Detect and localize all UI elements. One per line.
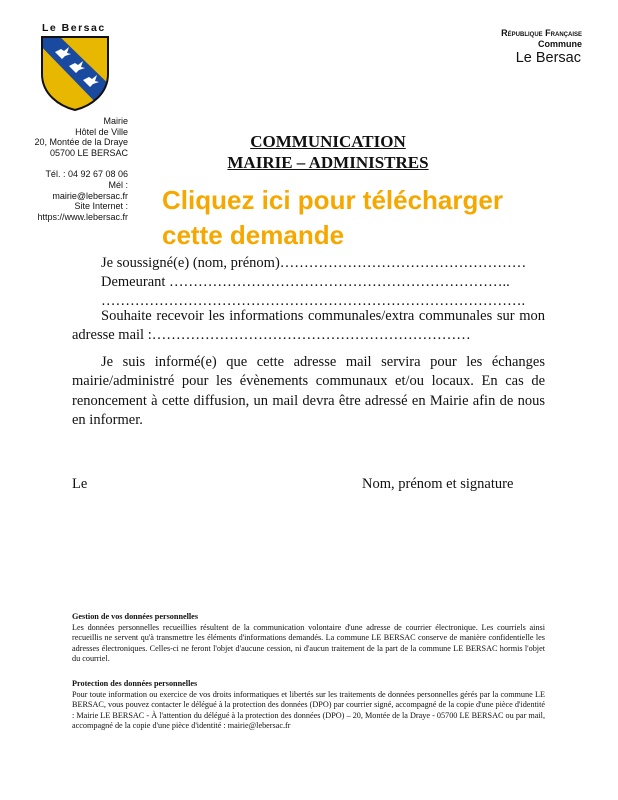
signature-label: Nom, prénom et signature bbox=[362, 476, 514, 492]
republic-label: République Française bbox=[501, 28, 582, 38]
date-label: Le bbox=[72, 476, 88, 492]
contact-site[interactable]: https://www.lebersac.fr bbox=[37, 211, 128, 222]
data-management-heading: Gestion de vos données personnelles bbox=[72, 612, 199, 621]
download-form-link[interactable] bbox=[162, 183, 503, 253]
contact-mairie: Mairie bbox=[103, 116, 128, 126]
mairie-contact-block bbox=[0, 116, 128, 222]
contact-street: 20, Montée de la Draye bbox=[34, 137, 128, 148]
coat-of-arms-title: Le Bersac bbox=[42, 22, 106, 34]
title-line-1: COMMUNICATION bbox=[250, 132, 406, 151]
city-name: Le Bersac bbox=[515, 50, 581, 66]
address-field-line: Demeurant …………………………………………………………….. bbox=[101, 274, 510, 290]
data-protection-text: Pour toute information ou exercice de vos droits informatiques et libertés sur les traitements de données personnelles gérés par la commune LE BERSAC, vous pouvez contacter le délégué à la protection des données (DPO) par courrier signé, accompagné de la copie d'une pièce d'identité : Mairie LE BERSAC - À l'attention du délégué à la protection des données (DPO) – 20, Montée de la Draye - 05700 LE BERSAC ou par mail, accompagné de la copie d'une pièce d'identité : mairie@lebersac.fr bbox=[72, 690, 545, 731]
contact-hotel-de-ville: Hôtel de Ville bbox=[75, 126, 128, 137]
document-title bbox=[178, 131, 478, 173]
data-protection-heading: Protection des données personnelles bbox=[72, 679, 198, 688]
name-field-line: Je soussigné(e) (nom, prénom)…………………………………………… bbox=[101, 255, 527, 271]
download-link-line-2[interactable]: cette demande bbox=[162, 220, 345, 250]
title-line-2: MAIRIE – ADMINISTRES bbox=[227, 153, 429, 172]
data-management-text: Les données personnelles recueillies résultent de la communication volontaire d'une adresse de courrier électronique. Les courriels ainsi recueillis ne servent qu'à transmettre les éléments d'informations demandés. La commune LE BERSAC conserve de manière confidentielle les adresses électroniques. Celles-ci ne feront l'objet d'aucune cession, ni d'aucun traitement de la part de la commune LE BERSAC hormis l'objet du courriel. bbox=[72, 623, 545, 664]
coat-of-arms-logo bbox=[39, 34, 111, 112]
contact-postcode: 05700 LE BERSAC bbox=[49, 147, 128, 158]
commune-label: Commune bbox=[537, 39, 582, 49]
download-link-line-1[interactable]: Cliquez ici pour télécharger bbox=[162, 185, 503, 215]
consent-paragraph: Souhaite recevoir les informations communales/extra communales sur mon adresse mail :………………………………………………………… bbox=[72, 308, 545, 344]
information-paragraph: Je suis informé(e) que cette adresse mail servira pour les échanges mairie/administré pour les évènements communaux et/ou locaux. En cas de renoncement à cette diffusion, un mail devra être adressé en Mairie afin de nous en informer. bbox=[72, 354, 545, 428]
contact-phone: Tél. : 04 92 67 08 06 bbox=[45, 169, 128, 180]
contact-mail-label: Mél : bbox=[108, 179, 128, 190]
republic-header bbox=[501, 28, 582, 50]
contact-site-label: Site Internet : bbox=[74, 201, 128, 212]
address-field-line-2: ……………………………………………………………………………. bbox=[101, 293, 526, 309]
contact-mail[interactable]: mairie@lebersac.fr bbox=[52, 190, 128, 201]
